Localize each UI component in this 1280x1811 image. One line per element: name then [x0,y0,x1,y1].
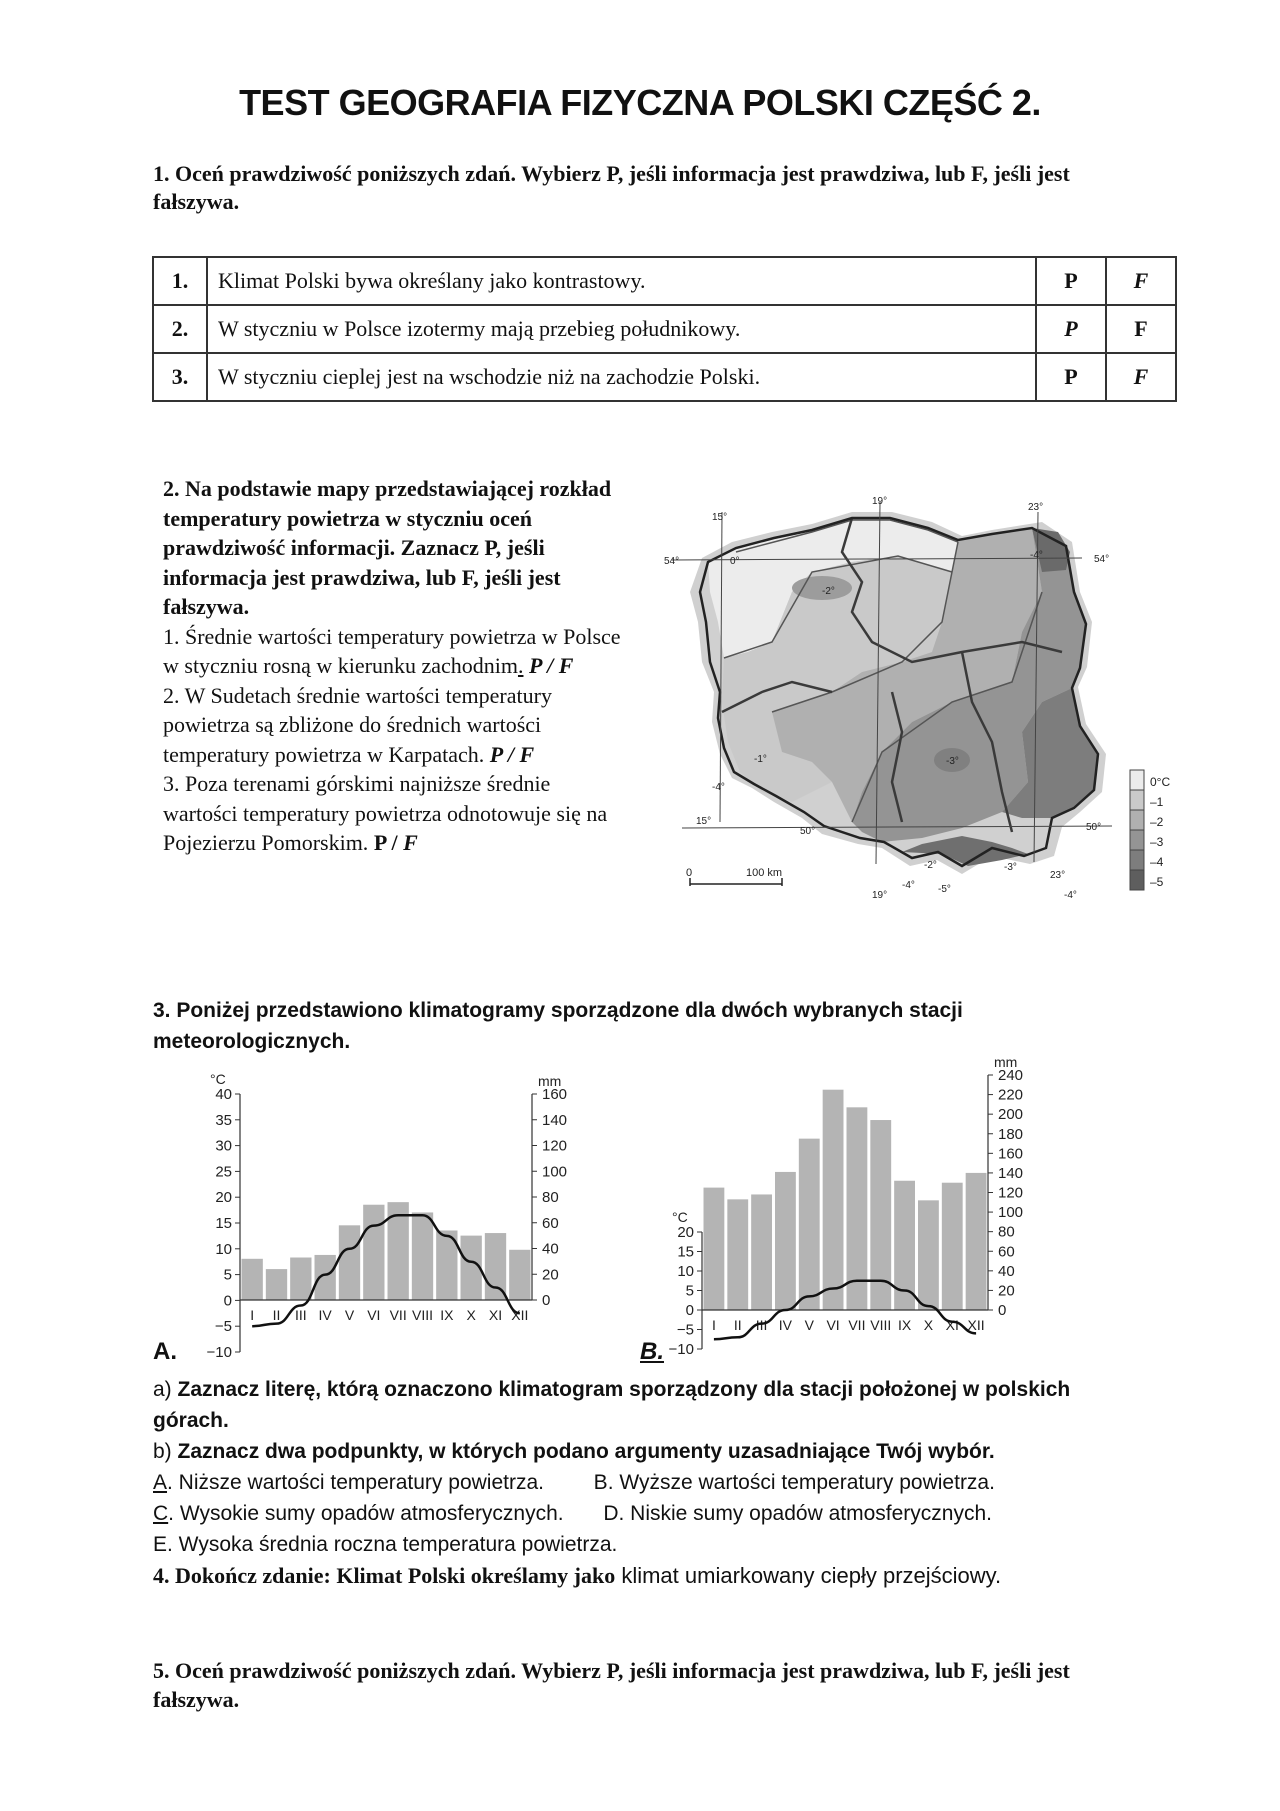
month-label: XI [488,1307,503,1323]
temperature-tick-label: 5 [685,1282,694,1300]
scale-zero: 0 [686,867,693,879]
precipitation-tick-label: 80 [998,1223,1015,1241]
isotherm-label: -4° [1030,550,1043,561]
map-lon-label: 15° [696,816,712,827]
false-option[interactable]: F [1106,257,1176,305]
true-option[interactable]: P [1036,305,1106,353]
temperature-tick-label: 0 [223,1292,232,1310]
precipitation-bar [751,1194,772,1310]
precipitation-tick-label: 120 [998,1184,1024,1202]
month-label: II [272,1307,281,1323]
precipitation-tick-label: 100 [542,1163,568,1181]
isotherm-label: -3° [1004,862,1017,873]
legend-label: –3 [1150,835,1164,849]
temperature-tick-label: 35 [215,1111,232,1129]
temperature-tick-label: 15 [215,1215,232,1232]
option-e[interactable] [153,1533,617,1556]
precipitation-tick-label: 180 [998,1125,1024,1143]
precipitation-bar [509,1250,530,1300]
month-label: VI [826,1317,840,1333]
map-lon-label: 23° [1028,502,1044,513]
isotherm-label: -2° [924,860,937,871]
row-number: 1. [153,257,207,305]
precipitation-bar [918,1200,939,1310]
precipitation-bar [727,1199,748,1310]
row-number: 2. [153,305,207,353]
statement-1-dot: . [517,653,524,678]
isotherm-label: -4° [712,782,725,793]
precipitation-unit: mm [994,1054,1018,1070]
temperature-tick-label: 30 [215,1137,232,1155]
precipitation-tick-label: 220 [998,1086,1024,1104]
precipitation-tick-label: 40 [542,1240,559,1258]
precipitation-bar [363,1205,384,1300]
true-option[interactable]: P [1036,257,1106,305]
option-c[interactable] [153,1502,564,1525]
precipitation-bar [339,1225,360,1300]
month-label: V [344,1307,355,1323]
temperature-unit: °C [210,1071,226,1087]
isotherm-label: -4° [1064,890,1077,901]
question-3-instruction: 3. Poniżej przedstawiono klimatogramy sporządzone dla dwóch wybranych stacji meteorologicznych. [153,999,963,1053]
false-option[interactable]: F [1106,353,1176,401]
precipitation-bar [942,1183,963,1310]
precipitation-unit: mm [538,1073,562,1089]
part-b-text: Zaznacz dwa podpunkty, w których podano argumenty uzasadniające Twój wybór. [177,1440,995,1463]
precipitation-tick-label: 200 [998,1106,1024,1124]
legend-label: –1 [1150,795,1164,809]
month-label: VI [367,1307,381,1323]
precipitation-bar [704,1188,725,1310]
month-label: X [466,1307,476,1323]
month-label: IX [440,1307,454,1323]
month-label: I [711,1317,716,1333]
temperature-tick-label: −10 [206,1344,232,1361]
question-2-instruction: 2. Na podstawie mapy przedstawiającej rozkład temperatury powietrza w styczniu oceń prawdziwość informacji. Zaznacz P, jeśli informacja jest prawdziwa, lub F, jeśli jest fałszywa. [163,476,612,619]
part-a-prefix: a) [153,1378,172,1401]
table-row [153,257,1176,305]
options-row-1 [153,1467,1143,1498]
month-label: XI [945,1317,959,1333]
isotherm-label: -5° [938,884,951,895]
temperature-tick-label: 25 [215,1163,232,1181]
temperature-tick-label: −5 [214,1318,232,1336]
question-4 [153,1563,1153,1589]
option-c-letter: C [153,1502,169,1525]
month-label: IV [318,1307,332,1323]
precipitation-tick-label: 0 [542,1292,551,1309]
legend-label: –5 [1150,875,1164,889]
precipitation-tick-label: 60 [998,1243,1015,1261]
statement-1: 1. Średnie wartości temperatury powietrza w Polsce w styczniu rosną w kierunku zachodnim [163,623,621,678]
precipitation-tick-label: 240 [998,1067,1024,1084]
option-d-letter: D [603,1502,619,1525]
month-label: VIII [870,1317,892,1333]
option-e-text: . Wysoka średnia roczna temperatura powietrza. [167,1533,618,1556]
map-lat-label: 50° [1086,822,1102,833]
option-a[interactable] [153,1471,544,1494]
options-row-2 [153,1498,1143,1529]
statement-1-choice[interactable]: P / F [528,653,574,678]
precipitation-tick-label: 160 [998,1145,1024,1163]
map-scale-bar [686,867,782,886]
part-b [153,1436,1143,1467]
question-4-answer[interactable]: klimat umiarkowany ciepły przejściowy. [615,1563,1002,1588]
map-lon-label: 19° [872,890,888,901]
map-lon-label: 23° [1050,870,1066,881]
month-label: III [755,1317,768,1333]
part-a-text: Zaznacz literę, którą oznaczono klimatogram sporządzony dla stacji położonej w polskich górach. [153,1378,1071,1432]
temperature-tick-label: 10 [215,1240,232,1258]
statement-2-choice[interactable]: P / F [489,741,535,767]
options-row-3 [153,1529,1143,1560]
row-number: 3. [153,353,207,401]
page-title: TEST GEOGRAFIA FIZYCZNA POLSKI CZĘŚĆ 2. [239,82,1041,123]
climatogram-a [190,1066,590,1366]
precipitation-tick-label: 140 [998,1164,1024,1182]
isotherm-label: -3° [946,756,959,767]
map-legend [1128,768,1188,908]
precipitation-tick-label: 40 [998,1262,1015,1280]
option-d-text: . Niskie sumy opadów atmosferycznych. [618,1502,992,1525]
map-lat-label: 54° [1094,554,1110,565]
chart-letter-a[interactable]: A. [153,1338,177,1365]
month-label: XII [967,1317,985,1333]
month-label: VIII [411,1307,434,1323]
option-b-text: . Wyższe wartości temperatury powietrza. [607,1471,995,1494]
precipitation-bar [775,1172,796,1310]
statement-3-choice-p[interactable]: P [373,830,387,855]
month-label: V [804,1317,814,1333]
option-a-text: . Niższe wartości temperatury powietrza. [167,1471,544,1494]
statement-3-choice-sep: / [386,830,404,855]
statement-3-choice-f[interactable]: F [403,830,418,855]
question-2 [163,474,623,858]
statement-text: Klimat Polski bywa określany jako kontrastowy. [207,257,1036,305]
chart-letter-b[interactable]: B. [640,1338,664,1365]
precipitation-bar [315,1255,336,1300]
isotherm-label: -4° [902,880,915,891]
part-b-prefix: b) [153,1440,172,1463]
question-3-parts [153,1374,1143,1560]
isotherm-label: -2° [822,586,835,597]
temperature-tick-label: 20 [215,1189,232,1207]
question-4-prompt: 4. Dokończ zdanie: Klimat Polski określamy jako [153,1563,616,1588]
month-label: II [733,1317,742,1333]
option-a-letter: A [153,1471,168,1494]
temperature-tick-label: 20 [677,1224,694,1241]
map-lon-label: 19° [872,496,888,507]
legend-label: 0°C [1150,775,1171,789]
precipitation-tick-label: 20 [542,1266,559,1284]
question-1-instruction: 1. Oceń prawdziwość poniższych zdań. Wybierz P, jeśli informacja jest prawdziwa, lub F, jeśli jest fałszywa. [153,161,1070,214]
temperature-tick-label: 5 [223,1266,232,1284]
temperature-tick-label: 40 [215,1086,232,1103]
january-temperature-map [662,492,1132,912]
month-label: VII [848,1317,866,1333]
statement-2: 2. W Sudetach średnie wartości temperatury powietrza są zbliżone do średnich wartości temperatury powietrza w Karpatach. [163,682,552,767]
temperature-tick-label: 10 [677,1263,694,1280]
table-row [153,305,1176,353]
precipitation-bar [412,1212,433,1300]
statement-text: W styczniu w Polsce izotermy mają przebieg południkowy. [207,305,1036,353]
option-d[interactable] [603,1502,992,1525]
option-e-letter: E [153,1533,168,1556]
precipitation-bar [290,1258,311,1300]
map-lon-label: 15° [712,512,728,523]
isotherm-label: -1° [754,754,767,765]
table-row [153,353,1176,401]
month-label: IV [778,1317,793,1333]
precipitation-tick-label: 60 [542,1214,559,1232]
precipitation-tick-label: 140 [542,1111,568,1129]
scale-label: 100 km [746,867,783,879]
precipitation-bar [242,1259,263,1300]
precipitation-bar [823,1090,844,1310]
precipitation-tick-label: 120 [542,1137,568,1155]
precipitation-bar [266,1269,287,1300]
month-label: III [294,1307,307,1323]
temperature-tick-label: 15 [677,1243,694,1261]
legend-label: –2 [1150,815,1164,829]
precipitation-bar [799,1139,820,1310]
precipitation-tick-label: 20 [998,1282,1015,1300]
precipitation-bar [966,1173,987,1310]
temperature-tick-label: −5 [676,1321,694,1339]
temperature-tick-label: −10 [668,1341,694,1358]
option-c-text: . Wysokie sumy opadów atmosferycznych. [168,1502,564,1525]
month-label: IX [897,1317,912,1333]
temperature-unit: °C [672,1209,688,1225]
month-label: XII [511,1307,529,1323]
isotherm-label: 0° [730,556,740,567]
map-lat-label: 50° [800,826,816,837]
statement-3: 3. Poza terenami górskimi najniższe średnie wartości temperatury powietrza odnotowuje się na Pojezierzu Pomorskim. [163,771,608,855]
statement-text: W styczniu cieplej jest na wschodzie niż na zachodzie Polski. [207,353,1036,401]
part-a [153,1374,1143,1436]
precipitation-tick-label: 0 [998,1302,1007,1319]
option-b-letter: B [593,1471,608,1494]
map-lat-label: 54° [664,556,680,567]
question-1-table [152,256,1177,402]
option-b[interactable] [594,1471,995,1494]
precipitation-tick-label: 80 [542,1189,559,1206]
question-5-instruction: 5. Oceń prawdziwość poniższych zdań. Wybierz P, jeśli informacja jest prawdziwa, lub F, jeśli jest fałszywa. [153,1658,1070,1712]
month-label: VII [389,1307,407,1323]
month-label: X [923,1317,934,1333]
climatogram-b [660,1054,1024,1362]
month-label: I [250,1307,255,1323]
temperature-tick-label: 0 [685,1302,694,1319]
precipitation-tick-label: 100 [998,1204,1024,1222]
legend-label: –4 [1150,855,1164,869]
true-option[interactable]: P [1036,353,1106,401]
false-option[interactable]: F [1106,305,1176,353]
precipitation-tick-label: 160 [542,1086,568,1103]
